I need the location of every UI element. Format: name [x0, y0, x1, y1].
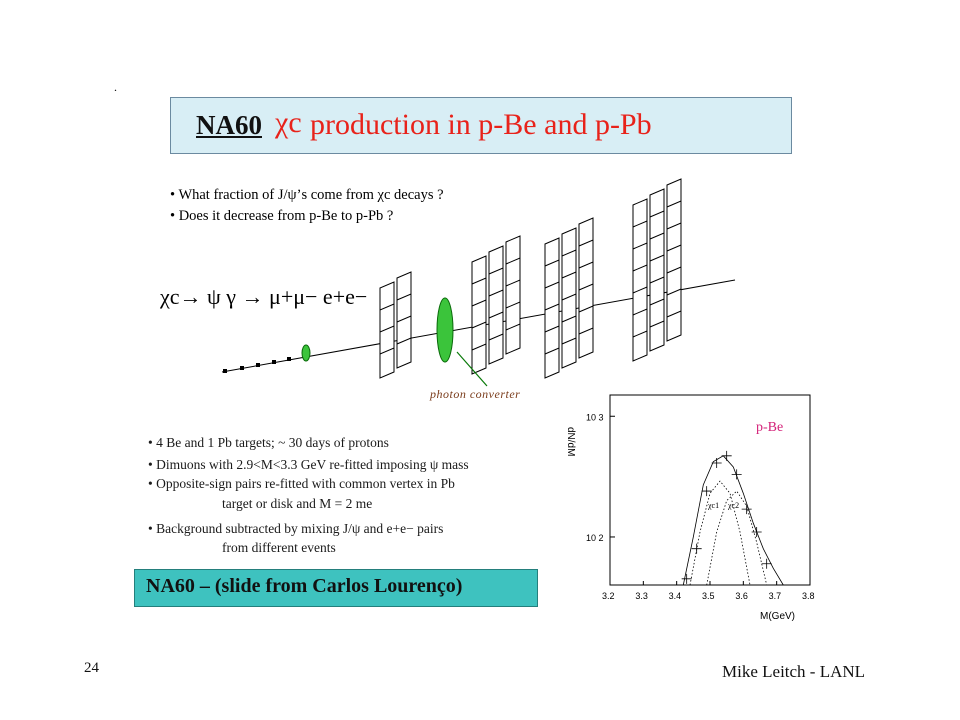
x-tick-label: 3.6: [735, 591, 748, 601]
title-na60: NA60: [196, 110, 262, 140]
stray-dot: .: [114, 80, 117, 94]
bullet-2: • Dimuons with 2.9<M<3.3 GeV re-fitted imposing ψ mass: [148, 457, 469, 472]
mass-spectrum-chart: [560, 385, 830, 625]
bullet-1: • 4 Be and 1 Pb targets; ~ 30 days of protons: [148, 435, 389, 450]
x-tick-label: 3.5: [702, 591, 715, 601]
page-title: production in p-Be and p-Pb: [310, 108, 652, 141]
decay-equation: χc→ ψ γ → μ+μ− e+e−: [160, 284, 368, 309]
target-markers: [223, 357, 291, 373]
y-tick-label: 10 3: [586, 412, 604, 423]
y-tick-label: 10 2: [586, 532, 604, 543]
target-disk: [302, 345, 310, 361]
x-tick-label: 3.4: [668, 591, 682, 601]
title-chi-symbol: χc: [275, 106, 302, 139]
question-2: • Does it decrease from p-Be to p-Pb ?: [170, 208, 394, 224]
annotation-chi-c1: χc1: [708, 501, 720, 510]
x-tick-label: 3.3: [635, 591, 648, 601]
tracking-planes: [380, 179, 681, 378]
x-tick-label: 3.2: [602, 591, 615, 601]
annotation-p-be: p-Be: [756, 420, 784, 435]
y-axis-label: dN/dM: [565, 427, 576, 457]
x-tick-label: 3.7: [768, 591, 782, 601]
bullet-3: • Opposite-sign pairs re-fitted with common vertex in Pb: [148, 476, 455, 491]
x-tick-label: 3.8: [802, 591, 815, 601]
photon-converter-shape: [437, 298, 453, 362]
photon-converter-label: photon converter: [430, 387, 521, 401]
author-footer: Mike Leitch - LANL: [722, 662, 866, 681]
question-1: • What fraction of J/ψ’s come from χc decays ?: [170, 187, 444, 203]
caption: NA60 – (slide from Carlos Lourenço): [146, 575, 463, 597]
annotation-chi-c2: χc2: [728, 501, 740, 510]
x-axis-label: M(GeV): [760, 611, 795, 622]
bullet-3-cont: target or disk and M = 2 me: [222, 496, 373, 511]
page-number: 24: [84, 660, 99, 676]
bullet-4: • Background subtracted by mixing J/ψ and e+e− pairs: [148, 521, 444, 536]
bullet-4-cont: from different events: [222, 540, 336, 555]
